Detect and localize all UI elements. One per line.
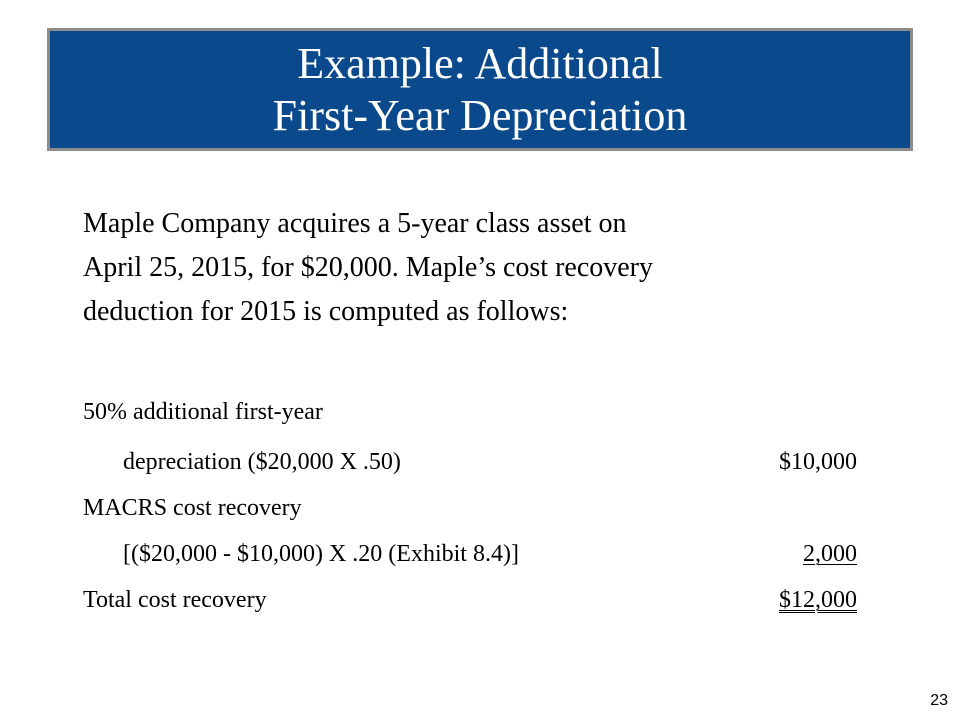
row-amount-total: $12,000 (779, 587, 857, 613)
page-number: 23 (930, 692, 948, 709)
computation-row-macrs-heading (83, 486, 863, 530)
row-label: 50% additional first-year (83, 399, 323, 425)
row-amount-underlined: 2,000 (803, 541, 857, 567)
row-label: MACRS cost recovery (83, 495, 302, 521)
intro-line-1: Maple Company acquires a 5-year class asset on (83, 208, 627, 239)
computation-row-macrs (83, 532, 863, 576)
computation-row-additional-depreciation (83, 440, 863, 484)
row-amount: $10,000 (779, 449, 857, 475)
slide-title-line-2: First-Year Depreciation (272, 90, 688, 140)
slide-title-banner (47, 28, 913, 151)
computation-row-total (83, 578, 863, 622)
intro-line-2: April 25, 2015, for $20,000. Maple’s cost recovery (83, 252, 653, 283)
computation-row-additional-heading (83, 390, 863, 434)
slide-title-line-1: Example: Additional (297, 38, 663, 88)
intro-line-3: deduction for 2015 is computed as follows: (83, 296, 569, 327)
intro-paragraph (83, 202, 883, 334)
row-label: depreciation ($20,000 X .50) (123, 449, 401, 475)
row-label: [($20,000 - $10,000) X .20 (Exhibit 8.4)] (123, 541, 519, 567)
row-label: Total cost recovery (83, 587, 267, 613)
